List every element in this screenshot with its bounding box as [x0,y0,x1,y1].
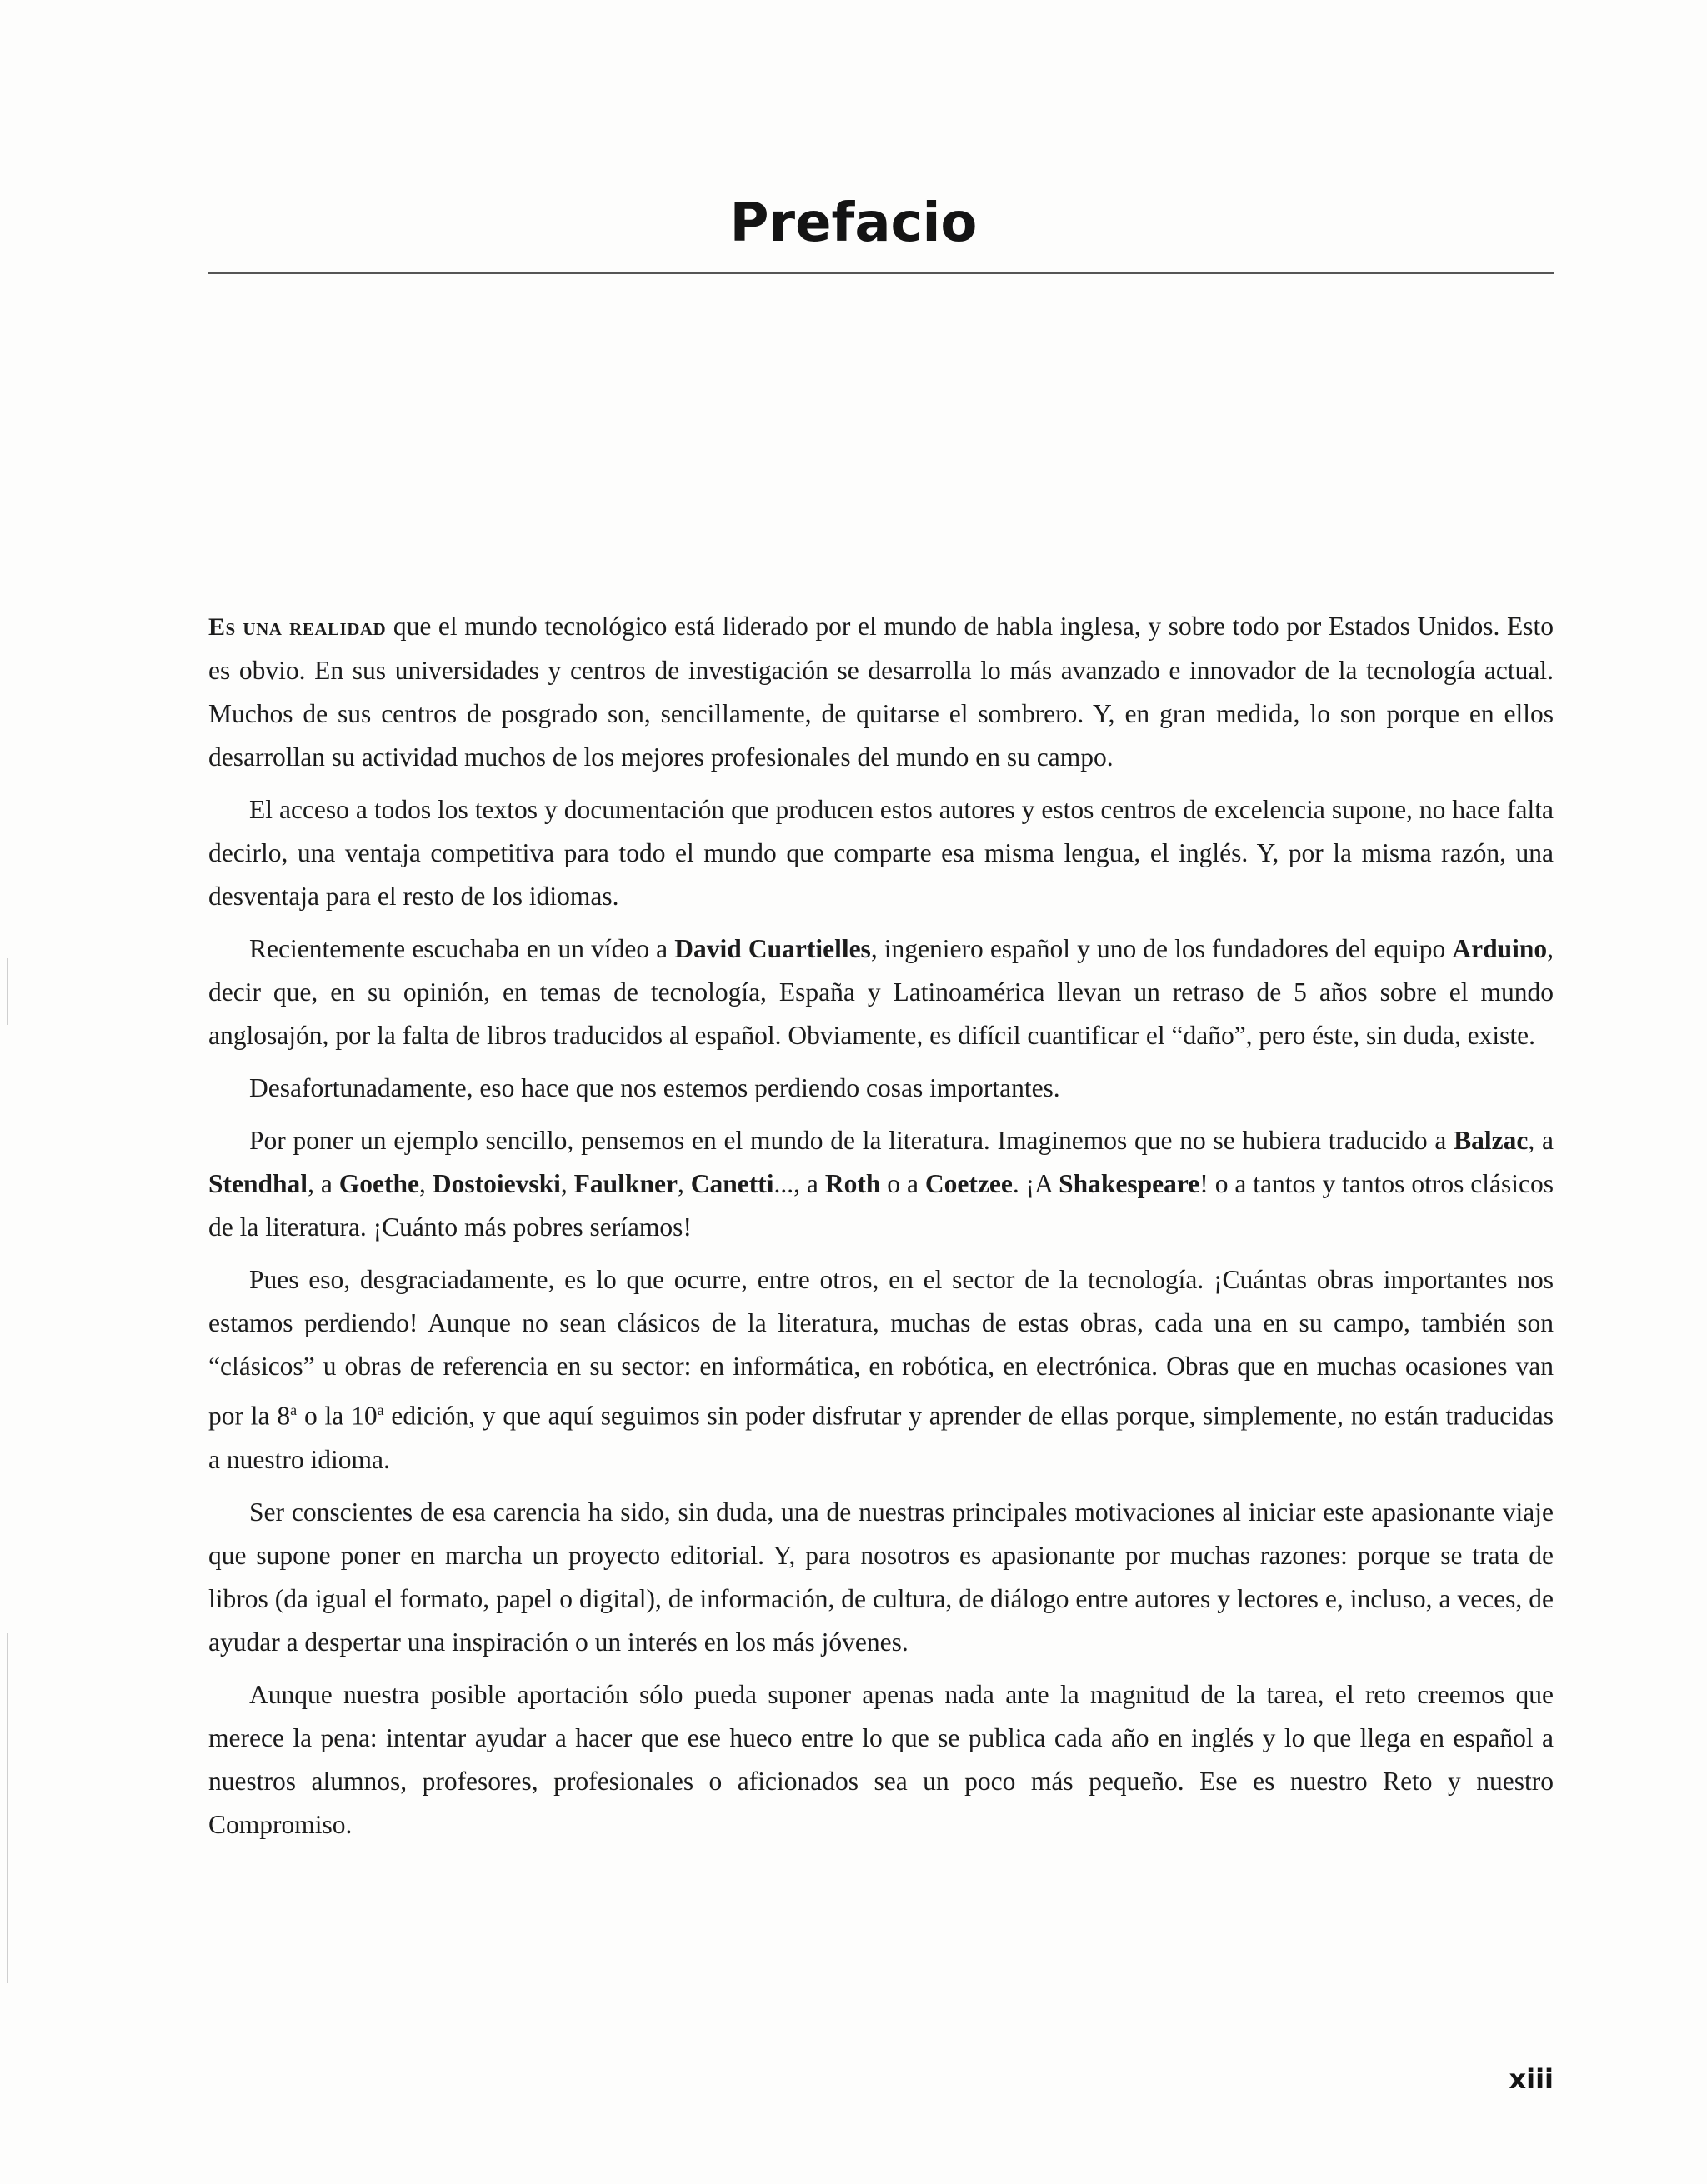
preface-body [208,605,1554,1856]
bold-name: Shakespeare [1059,1169,1200,1198]
text-run: Pues eso, desgraciadamente, es lo que ocurre, entre otros, en el sector de la tecnología. ¡Cuántas obras importantes nos estamos perdiendo! Aunque no sean clásicos de la literatura, muchas de estas obras, cada una en su campo, también son “clásicos” u obras de referencia en su sector: en informática, en robótica, en electrónica. Obras que en muchas ocasiones van por la 8 [208,1265,1554,1431]
paragraph [208,788,1554,918]
text-run: o a [880,1169,925,1198]
bold-name: Roth [824,1169,881,1198]
text-run: . ¡A [1012,1169,1059,1198]
text-run: , a [1528,1126,1554,1155]
text-run: Por poner un ejemplo sencillo, pensemos en el mundo de la literatura. Imaginemos que no se hubiera traducido a [249,1126,1454,1155]
paragraph [208,605,1554,779]
text-run: Aunque nuestra posible aportación sólo pueda suponer apenas nada ante la magnitud de la tarea, el reto creemos que merece la pena: intentar ayudar a hacer que ese hueco entre lo que se publica cada año en inglés y lo que llega en español a nuestros alumnos, profesores, profesionales o aficionados sea un poco más pequeño. Ese es nuestro Reto y nuestro Compromiso. [208,1679,1554,1839]
paragraph [208,1258,1554,1482]
bold-name: Canetti [690,1169,774,1198]
lead-in-smallcaps: Es una realidad [208,613,387,641]
bold-name: Stendhal [208,1169,308,1198]
bold-name: Dostoievski [432,1169,561,1198]
bold-name: David Cuartielles [674,934,871,963]
bold-name: Arduino [1452,934,1548,963]
text-run: , decir que, en su opinión, en temas de tecnología, España y Latinoamérica llevan un retraso de 5 años sobre el mundo anglosajón, por la falta de libros traducidos al español. Obviamente, es difícil cuantificar el “daño”, pero éste, sin duda, existe. [208,934,1554,1050]
bold-name: Balzac [1454,1126,1529,1155]
page-title: Prefacio [729,192,978,254]
paragraph [208,1067,1554,1110]
text-run: El acceso a todos los textos y documentación que producen estos autores y estos centros de excelencia supone, no hace falta decirlo, una ventaja competitiva para todo el mundo que comparte esa misma lengua, el inglés. Y, por la misma razón, una desventaja para el resto de los idiomas. [208,795,1554,911]
text-run: Ser conscientes de esa carencia ha sido, sin duda, una de nuestras principales motivaciones al iniciar este apasionante viaje que supone poner en marcha un proyecto editorial. Y, para nosotros es apasionante por muchas razones: porque se trata de libros (da igual el formato, papel o digital), de información, de cultura, de diálogo entre autores y lectores e, incluso, a veces, de ayudar a despertar una inspiración o un interés en los más jóvenes. [208,1497,1554,1657]
text-run: edición, y que aquí seguimos sin poder disfrutar y aprender de ellas porque, simplemente, no están traducidas a nuestro idioma. [208,1401,1554,1474]
text-run: ! o a tantos y tantos otros clásicos de la literatura. ¡Cuánto más pobres seríamos! [208,1169,1554,1242]
scan-edge-mark [7,1633,8,1983]
text-run: , [419,1169,433,1198]
text-run: , ingeniero español y uno de los fundadores del equipo [870,934,1453,963]
bold-name: Faulkner [573,1169,678,1198]
bold-name: Coetzee [924,1169,1013,1198]
text-run: Recientemente escuchaba en un vídeo a [249,934,675,963]
bold-name: Goethe [338,1169,420,1198]
scan-edge-mark [7,958,8,1025]
text-run: ..., a [773,1169,825,1198]
text-run: , [677,1169,691,1198]
paragraph [208,1119,1554,1249]
text-run: Desafortunadamente, eso hace que nos estemos perdiendo cosas importantes. [249,1073,1060,1102]
paragraph [208,927,1554,1057]
ordinal-superscript: a [377,1402,384,1418]
title-divider [208,272,1554,274]
page-number: xiii [1509,2063,1554,2095]
text-run: , a [308,1169,339,1198]
ordinal-superscript: a [290,1402,298,1418]
paragraph [208,1673,1554,1847]
text-run: , [560,1169,574,1198]
text-run: o la 10 [297,1401,378,1431]
text-run: que el mundo tecnológico está liderado por el mundo de habla inglesa, y sobre todo por Estados Unidos. Esto es obvio. En sus universidades y centros de investigación se desarrolla lo más avanzado e innovador de la tecnología actual. Muchos de sus centros de posgrado son, sencillamente, de quitarse el sombrero. Y, en gran medida, lo son porque en ellos desarrollan su actividad muchos de los mejores profesionales del mundo en su campo. [208,612,1554,772]
paragraph [208,1491,1554,1664]
